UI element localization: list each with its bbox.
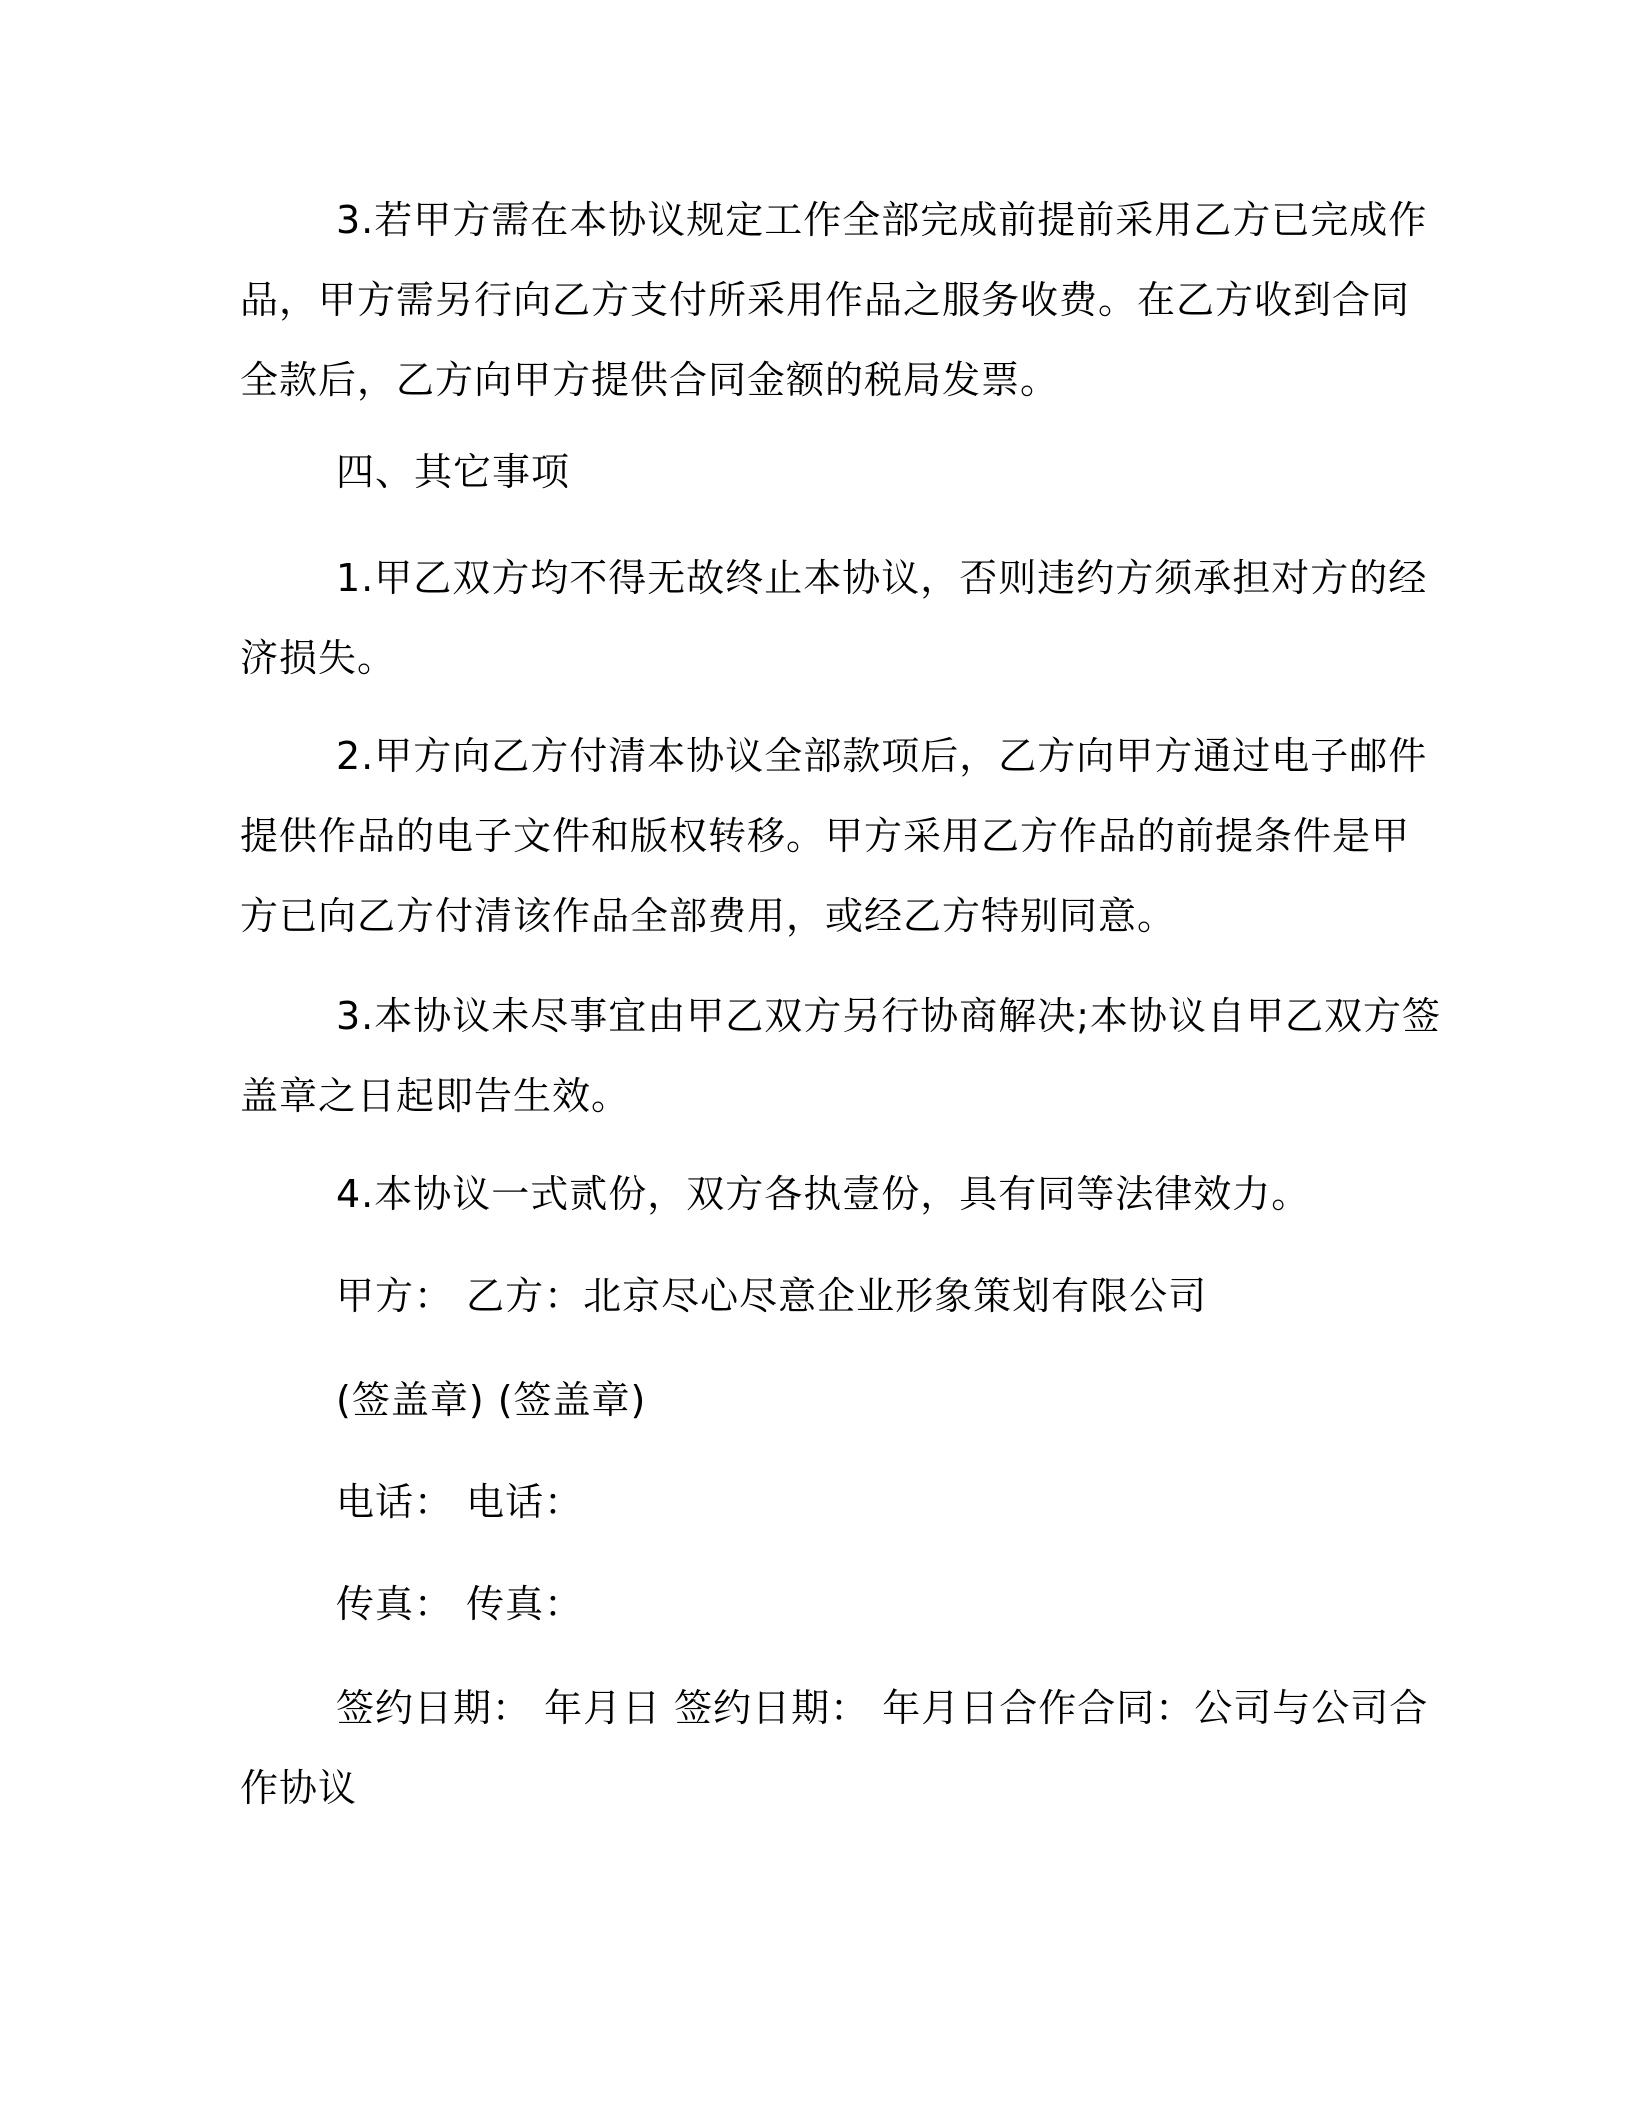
section-4-heading-text: 四、其它事项 (336, 450, 571, 494)
clause-3-line-2: 品，甲方需另行向乙方支付所采用作品之服务收费。在乙方收到合同 (240, 278, 1411, 322)
item-3-line-1: 3.本协议未尽事宜由甲乙双方另行协商解决;本协议自甲乙双方签 (336, 994, 1442, 1038)
clause-3-payment-paragraph (240, 180, 1428, 420)
phone-line (240, 1462, 1370, 1542)
item-2-paragraph (240, 716, 1428, 956)
clause-3-line-1: 3.若甲方需在本协议规定工作全部完成前提前采用乙方已完成作 (336, 198, 1428, 242)
fax-text: 传真： 传真： (336, 1582, 584, 1626)
item-2-line-3: 方已向乙方付清该作品全部费用，或经乙方特别同意。 (240, 894, 1177, 938)
item-1-line-2: 济损失。 (240, 636, 397, 680)
item-1-paragraph (240, 538, 1428, 698)
signing-date-line-2: 作协议 (240, 1766, 358, 1810)
item-4-paragraph (240, 1154, 1370, 1234)
item-3-line-2: 盖章之日起即告生效。 (240, 1074, 631, 1118)
signing-date-paragraph (240, 1668, 1429, 1828)
section-4-heading (240, 432, 1370, 512)
phone-text: 电话： 电话： (336, 1480, 584, 1524)
item-2-line-1: 2.甲方向乙方付清本协议全部款项后，乙方向甲方通过电子邮件 (336, 734, 1428, 778)
fax-line (240, 1564, 1370, 1644)
parties-text: 甲方： 乙方：北京尽心尽意企业形象策划有限公司 (336, 1274, 1208, 1318)
parties-line (240, 1256, 1370, 1336)
item-2-line-2: 提供作品的电子文件和版权转移。甲方采用乙方作品的前提条件是甲 (240, 814, 1411, 858)
clause-3-line-3: 全款后，乙方向甲方提供合同金额的税局发票。 (240, 358, 1060, 402)
item-4-line-1: 4.本协议一式贰份，双方各执壹份，具有同等法律效力。 (336, 1172, 1311, 1216)
signing-date-line-1: 签约日期： 年月日 签约日期： 年月日合作合同：公司与公司合 (336, 1686, 1429, 1730)
item-3-paragraph (240, 976, 1442, 1136)
seal-line (240, 1360, 1370, 1440)
seal-text: (签盖章) (签盖章) (336, 1378, 647, 1422)
item-1-line-1: 1.甲乙双方均不得无故终止本协议，否则违约方须承担对方的经 (336, 556, 1428, 600)
